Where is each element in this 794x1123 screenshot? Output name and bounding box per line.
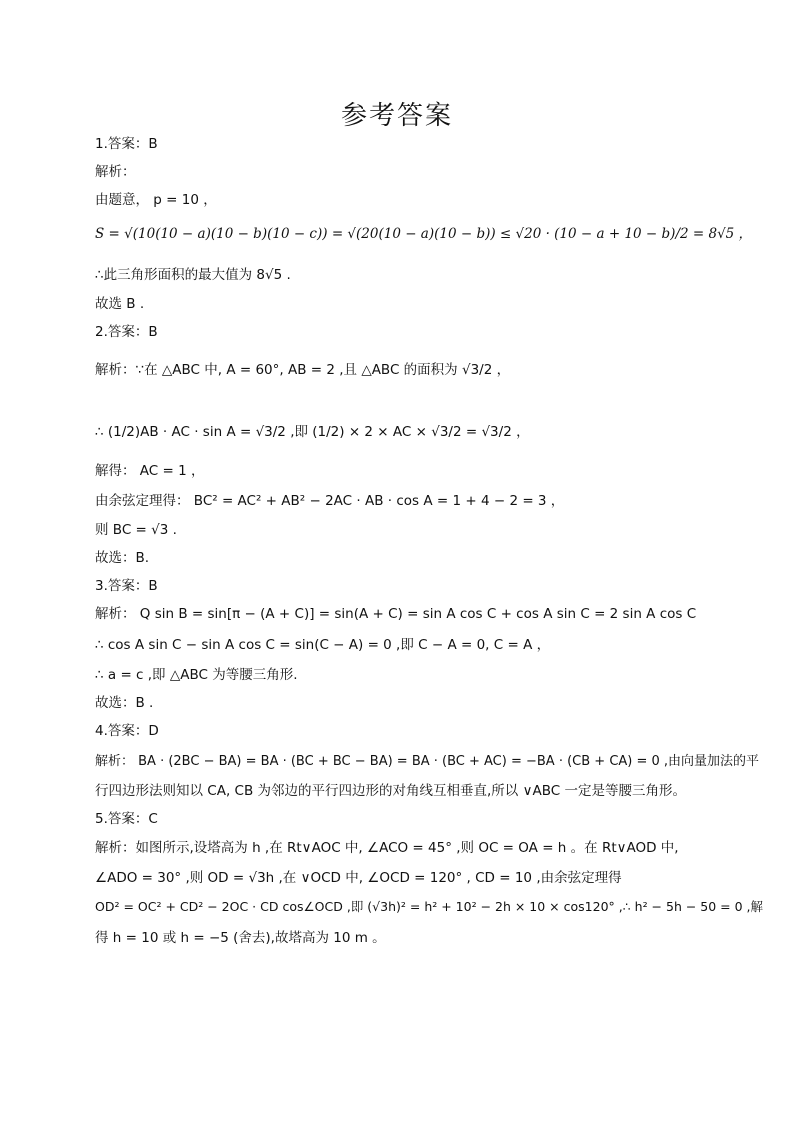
- q2-answer: 2.答案：B: [95, 324, 158, 340]
- q3-derivation: ∴ cos A sin C − sin A cos C = sin(C − A) = 0 ,即 C − A = 0, C = A ，: [95, 637, 551, 653]
- q3-conclusion: ∴ a = c ,即 △ABC 为等腰三角形.: [95, 667, 298, 683]
- q1-formula: S = √(10(10 − a)(10 − b)(10 − c)) = √(20(10 − a)(10 − b)) ≤ √20 · (10 − a + 10 − b)/2 = 8√5 ，: [95, 226, 753, 242]
- q1-choice: 故选 B .: [95, 296, 145, 312]
- q2-cosine-law: 由余弦定理得： BC² = AC² + AB² − 2AC · AB · cos A = 1 + 4 − 2 = 3 ，: [95, 493, 565, 509]
- q2-given: 解析：∵在 △ABC 中, A = 60°, AB = 2 ,且 △ABC 的面积为 √3/2 ，: [95, 362, 511, 378]
- q3-choice: 故选：B .: [95, 695, 154, 711]
- q4-answer: 4.答案：D: [95, 723, 159, 739]
- q1-analysis-label: 解析：: [95, 164, 136, 180]
- page-title: 参考答案: [340, 101, 453, 131]
- q5-analysis-line4: 得 h = 10 或 h = −5 (舍去),故塔高为 10 m 。: [95, 930, 386, 946]
- q5-analysis-line3: OD² = OC² + CD² − 2OC · CD cos∠OCD ,即 (√3h)² = h² + 10² − 2h × 10 × cos120° ,∴ h² − 5h − 50 = 0 ,解: [95, 899, 764, 914]
- q1-conclusion: ∴此三角形面积的最大值为 8√5 .: [95, 267, 291, 283]
- q2-result: 则 BC = √3 .: [95, 522, 177, 538]
- q3-analysis: 解析： Q sin B = sin[π − (A + C)] = sin(A + C) = sin A cos C + cos A sin C = 2 sin A cos C: [95, 606, 697, 622]
- q5-analysis-line1: 解析：如图所示,设塔高为 h ,在 Rt∨AOC 中, ∠ACO = 45° ,则 OC = OA = h 。在 Rt∨AOD 中,: [95, 840, 679, 856]
- q2-choice: 故选：B.: [95, 550, 150, 566]
- q5-analysis-line2: ∠ADO = 30° ,则 OD = √3h ,在 ∨OCD 中, ∠OCD = 120° , CD = 10 ,由余弦定理得: [95, 870, 622, 886]
- q2-solve: 解得： AC = 1 ，: [95, 463, 205, 479]
- q4-analysis-line1: 解析： BA · (2BC − BA) = BA · (BC + BC − BA) = BA · (BC + AC) = −BA · (CB + CA) = 0 ,由向量加法的平: [95, 754, 760, 769]
- q2-area-equation: ∴ (1/2)AB · AC · sin A = √3/2 ,即 (1/2) × 2 × AC × √3/2 = √3/2 ，: [95, 424, 530, 440]
- q3-answer: 3.答案：B: [95, 578, 158, 594]
- q5-answer: 5.答案：C: [95, 811, 158, 827]
- q1-answer: 1.答案：B: [95, 136, 158, 152]
- q1-given: 由题意， p = 10 ，: [95, 192, 217, 208]
- q4-analysis-line2: 行四边形法则知以 CA, CB 为邻边的平行四边形的对角线互相垂直,所以 ∨ABC 一定是等腰三角形。: [95, 783, 686, 799]
